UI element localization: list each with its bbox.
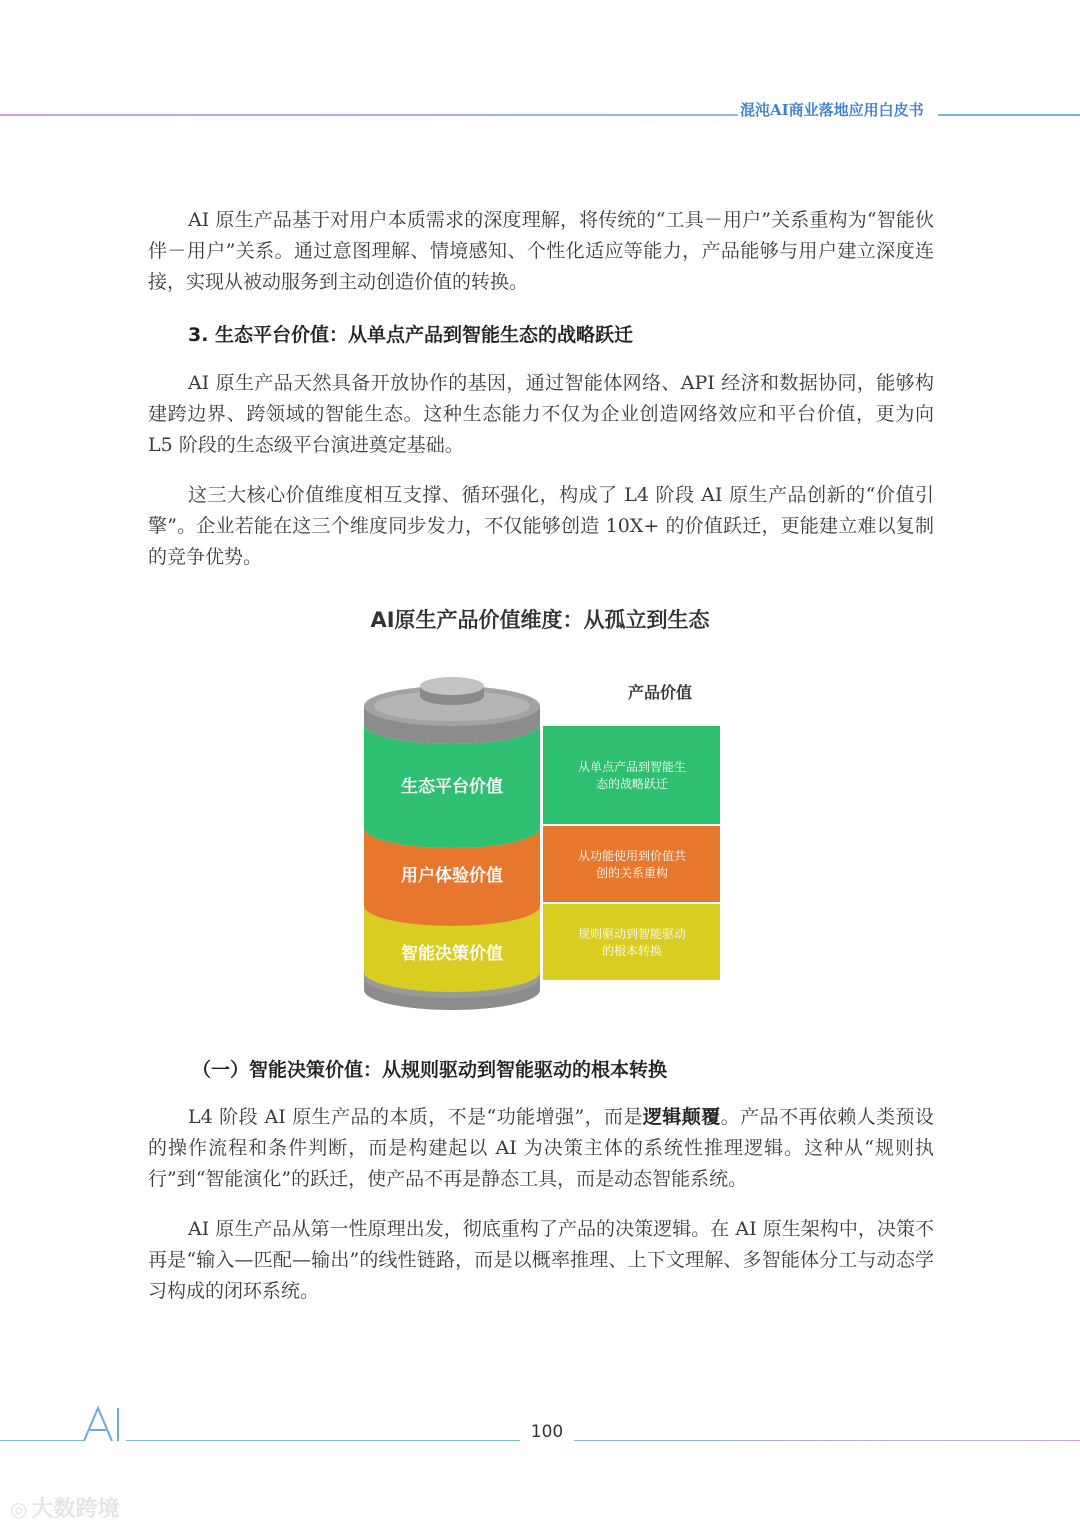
desc-box-ecosystem (543, 726, 720, 824)
layer-label-user-experience: 用户体验价值 (401, 866, 503, 886)
desc-box-user-experience (543, 826, 720, 902)
watermark-text: 大数跨境 (31, 1497, 120, 1522)
desc-decision-line1: 规则驱动到智能驱动 (577, 927, 687, 941)
page-number: 100 (530, 1422, 564, 1442)
paragraph-4-rest: 。产品不再依赖人类预设的操作流程和条件判断，而是构建起以 AI 为决策主体的系统性推理逻辑。这种从“规则执行”到“智能演化”的跃迁，使产品不再是静态工具，而是动态智能系统。 (148, 1106, 934, 1190)
paragraph-5: AI 原生产品从第一性原理出发，彻底重构了产品的决策逻辑。在 AI 原生架构中，决策不再是“输入—匹配—输出”的线性链路，而是以概率推理、上下文理解、多智能体分工与动态学习构成的闭环系统。 (148, 1218, 934, 1302)
figure-column-header: 产品价值 (627, 683, 693, 702)
desc-box-decision (543, 904, 720, 980)
watermark-logo-icon: ◎ (10, 1497, 28, 1521)
desc-user-experience-line2: 创的关系重构 (595, 866, 669, 880)
cylinder-terminal-top (420, 677, 484, 695)
document-title: 混沌AI商业落地应用白皮书 (740, 101, 924, 119)
paragraph-3: 这三大核心价值维度相互支撑、循环强化，构成了 L4 阶段 AI 原生产品创新的“价值引擎”。企业若能在这三个维度同步发力，不仅能够创造 10X+ 的价值跃迁，更能建立难以复制的竞争优势。 (148, 484, 934, 568)
footer-rule-mid (126, 1440, 520, 1441)
paragraph-2: AI 原生产品天然具备开放协作的基因，通过智能体网络、API 经济和数据协同，能够构建跨边界、跨领域的智能生态。这种生态能力不仅为企业创造网络效应和平台价值，更为向 L5 阶段的生态级平台演进奠定基础。 (148, 372, 934, 456)
desc-ecosystem-line1: 从单点产品到智能生 (577, 760, 687, 774)
layer-label-ecosystem: 生态平台价值 (401, 777, 503, 797)
paragraph-4-lead: L4 阶段 AI 原生产品的本质，不是“功能增强”，而是 (188, 1106, 643, 1128)
desc-ecosystem-line2: 态的战略跃迁 (595, 777, 669, 791)
section-heading-3: 3. 生态平台价值：从单点产品到智能生态的战略跃迁 (188, 324, 634, 346)
header-rule-right (938, 114, 1080, 116)
header-rule-left (0, 114, 738, 116)
paragraph-1: AI 原生产品基于对用户本质需求的深度理解，将传统的“工具－用户”关系重构为“智能伙伴－用户”关系。通过意图理解、情境感知、个性化适应等能力，产品能够与用户建立深度连接，实现从被动服务到主动创造价值的转换。 (148, 209, 934, 293)
footer-ai-logo (80, 1404, 128, 1444)
section-heading-1: （一）智能决策价值：从规则驱动到智能驱动的根本转换 (192, 1059, 668, 1081)
value-dimension-figure (340, 660, 760, 1030)
footer-rule-left (0, 1440, 84, 1441)
layer-label-decision: 智能决策价值 (401, 944, 503, 964)
figure-title: AI原生产品价值维度：从孤立到生态 (370, 608, 710, 632)
paragraph-4-emphasis: 逻辑颠覆 (642, 1106, 721, 1128)
desc-decision-line2: 的根本转换 (601, 944, 663, 958)
footer-rule-right (574, 1440, 1080, 1441)
desc-user-experience-line1: 从功能使用到价值共 (577, 849, 687, 863)
paragraph-4 (148, 1102, 934, 1195)
watermark (10, 1492, 119, 1523)
